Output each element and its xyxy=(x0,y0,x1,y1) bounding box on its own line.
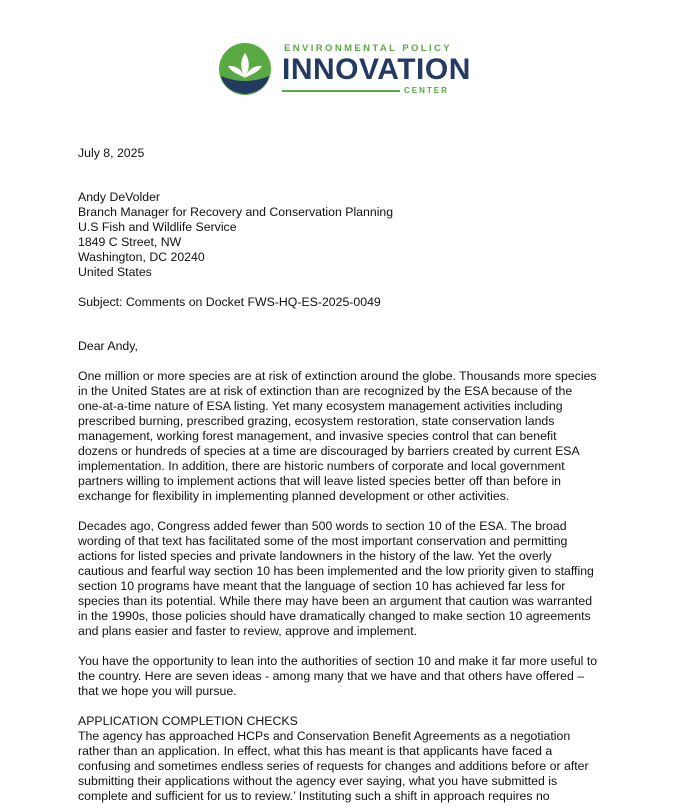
epic-logo xyxy=(218,36,471,104)
leaf-logo-icon xyxy=(218,42,272,96)
logo-line-1: ENVIRONMENTAL POLICY xyxy=(284,43,452,54)
recipient-country: United States xyxy=(78,265,152,279)
recipient-city: Washington, DC 20240 xyxy=(78,250,205,264)
recipient-name: Andy DeVolder xyxy=(78,190,161,204)
section-heading: APPLICATION COMPLETION CHECKS xyxy=(78,714,298,728)
recipient-org: U.S Fish and Wildlife Service xyxy=(78,220,237,234)
recipient-title: Branch Manager for Recovery and Conservation Planning xyxy=(78,205,394,219)
paragraph: Decades ago, Congress added fewer than 500 words to section 10 of the ESA. The broad wording of that text has facilitated some of the most important conservation and permitting actions for listed species and private landowners in the history of the law. Yet the overly cautious and fearful way section 10 has been implemented and the low priority given to staffing section 10 programs have meant that the language of section 10 has achieved far less for species than its potential. While there may have been an argument that caution was warranted in the 1990s, those policies should have dramatically changed to make section 10 agreements and plans easier and faster to review, approve and implement. xyxy=(78,519,594,638)
subject-line: Subject: Comments on Docket FWS-HQ-ES-2025-0049 xyxy=(78,295,381,309)
paragraph: One million or more species are at risk of extinction around the globe. Thousands more species in the United States are at risk of extinction than are recognized by the ESA because of the one-at-a-time nature of ESA listing. Yet many ecosystem management activities including prescribed burning, prescribed grazing, ecosystem restoration, state conservation lands management, working forest management, and invasive species control that can benefit dozens or hundreds of species at a time are discouraged by barriers created by current ESA implementation. In addition, there are historic numbers of corporate and local government partners willing to implement actions that will leave listed species better off than before in exchange for flexibility in implementing planned development or other activities. xyxy=(78,369,597,503)
logo-rule xyxy=(282,90,400,92)
section-paragraph: The agency has approached HCPs and Conservation Benefit Agreements as a negotiation rather than an application. In effect, what this has meant is that applicants have faced a confusing and sometimes endless series of requests for changes and additions before or after submitting their applications without the agency ever saying, what you have submitted is complete and sufficient for us to review.’ Instituting such a shift in approach requires no xyxy=(78,729,589,803)
recipient-street: 1849 C Street, NW xyxy=(78,235,182,249)
paragraph: You have the opportunity to lean into the authorities of section 10 and make it far more useful to the country. Here are seven ideas - among many that we have and that others have offered – that we hope you will pursue. xyxy=(78,654,598,698)
salutation: Dear Andy, xyxy=(78,339,138,353)
logo-line-3-text: CENTER xyxy=(404,86,449,95)
letter-body xyxy=(78,146,598,804)
logo-line-2: INNOVATION xyxy=(282,53,471,86)
recipient-address xyxy=(78,190,598,280)
letter-date: July 8, 2025 xyxy=(78,146,145,160)
logo-line-3 xyxy=(282,86,458,95)
